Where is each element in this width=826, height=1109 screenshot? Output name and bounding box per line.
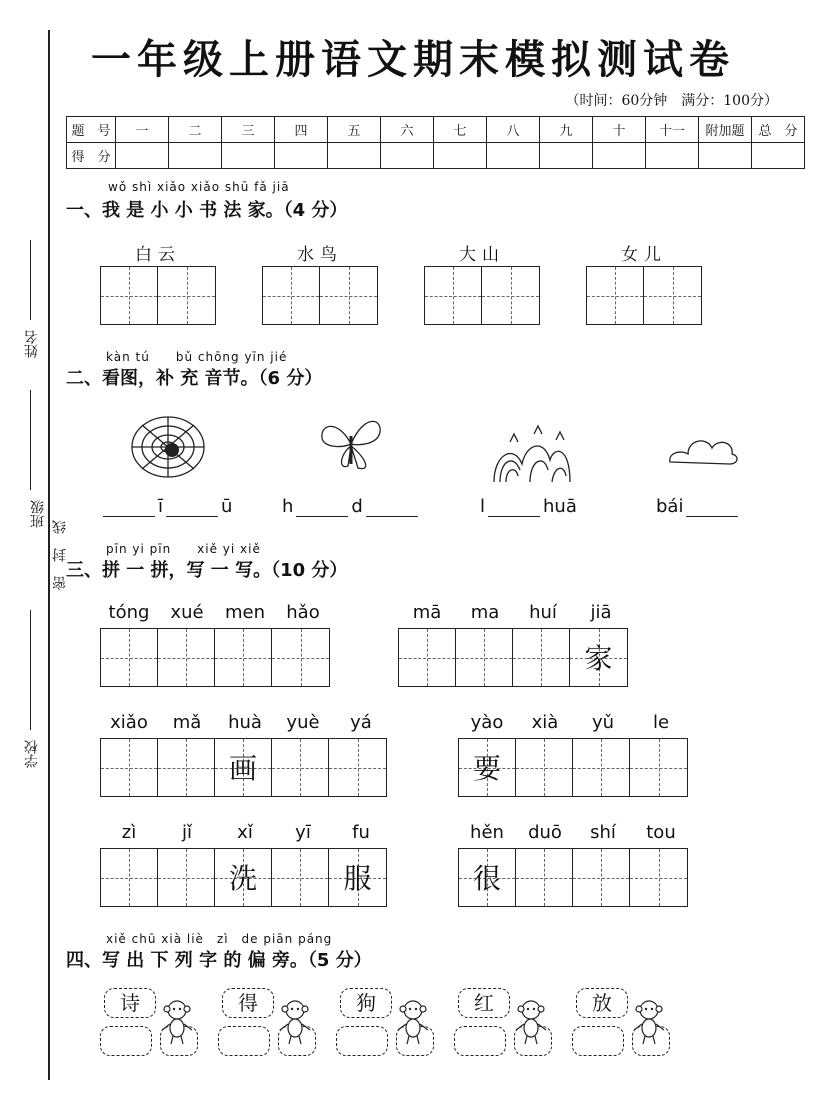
writing-cell[interactable] <box>101 629 158 686</box>
s2-fill-4: bái <box>656 496 741 517</box>
writing-cell[interactable] <box>272 739 329 796</box>
s4-pinyin: xiě chū xià liè zì de piān páng <box>106 932 333 946</box>
writing-cell[interactable] <box>630 849 687 906</box>
blank-input[interactable] <box>166 498 218 517</box>
class-label: 班级 <box>30 500 46 528</box>
monkey-icon <box>160 998 194 1046</box>
score-cell[interactable] <box>699 143 752 169</box>
pinyin-syllable: xué <box>170 602 204 623</box>
score-header-label: 题 号 <box>67 117 116 143</box>
blank-input[interactable] <box>488 498 540 517</box>
score-header-cell: 一 <box>116 117 169 143</box>
pinyin-row <box>458 712 690 733</box>
page-title: 一年级上册语文期末模拟测试卷 <box>91 37 735 83</box>
name-label: 姓名 <box>24 330 40 358</box>
score-header-cell: 附加题 <box>699 117 752 143</box>
writing-cell[interactable] <box>272 629 329 686</box>
score-cell[interactable] <box>540 143 593 169</box>
pinyin-syllable: xǐ <box>237 822 253 843</box>
writing-cell[interactable] <box>513 629 570 686</box>
writing-cell[interactable] <box>570 629 627 686</box>
score-cell[interactable] <box>169 143 222 169</box>
writing-cell[interactable] <box>329 739 386 796</box>
pinyin-syllable: mā <box>412 602 442 623</box>
pinyin-syllable: yá <box>350 712 372 733</box>
pinyin-syllable: jǐ <box>181 822 192 843</box>
score-header-cell: 十 <box>593 117 646 143</box>
writing-cell[interactable] <box>573 849 630 906</box>
pinyin-syllable: yuè <box>286 712 320 733</box>
score-header-cell: 十一 <box>646 117 699 143</box>
writing-grid <box>100 628 330 687</box>
copy-word: 白云 <box>135 245 181 265</box>
radical-character: 红 <box>458 988 510 1018</box>
butterfly-icon <box>318 414 384 474</box>
waves-icon <box>490 424 574 486</box>
writing-cell[interactable] <box>644 267 701 324</box>
pinyin-syllable: tóng <box>108 602 150 623</box>
writing-cell[interactable] <box>459 739 516 796</box>
pinyin-syllable: hǎo <box>286 602 320 623</box>
radical-answer-box[interactable] <box>336 1026 388 1056</box>
writing-cell[interactable] <box>215 629 272 686</box>
radical-answer-box[interactable] <box>218 1026 270 1056</box>
exam-meta: （时间：60分钟 满分：100分） <box>565 93 778 109</box>
monkey-icon <box>396 998 430 1046</box>
pinyin-syllable: yǔ <box>591 712 615 733</box>
pinyin-syllable: fu <box>352 822 370 843</box>
writing-cell[interactable] <box>263 267 320 324</box>
copy-word: 大山 <box>459 245 505 265</box>
copy-word: 女儿 <box>621 245 667 265</box>
pinyin-row <box>100 822 390 843</box>
pinyin-syllable: jiā <box>590 602 612 623</box>
score-cell[interactable] <box>593 143 646 169</box>
score-header-cell: 七 <box>434 117 487 143</box>
score-header-cell: 九 <box>540 117 593 143</box>
score-header-cell: 三 <box>222 117 275 143</box>
score-value-row <box>67 143 805 169</box>
writing-cell[interactable] <box>158 267 215 324</box>
writing-cell[interactable] <box>101 267 158 324</box>
pinyin-syllable: zì <box>121 822 137 843</box>
pinyin-row <box>100 712 390 733</box>
score-header-cell: 四 <box>275 117 328 143</box>
given-character: 要 <box>472 752 501 785</box>
school-blank[interactable] <box>30 610 32 730</box>
score-cell[interactable] <box>222 143 275 169</box>
s2-fill-1: ī ū <box>100 496 232 517</box>
pinyin-syllable: yào <box>470 712 504 733</box>
score-cell[interactable] <box>487 143 540 169</box>
pinyin-syllable: ma <box>470 602 500 623</box>
given-character: 很 <box>472 862 501 895</box>
score-cell[interactable] <box>381 143 434 169</box>
score-cell[interactable] <box>116 143 169 169</box>
writing-grid <box>586 266 702 325</box>
pinyin-syllable: yī <box>295 822 311 843</box>
cloud-icon <box>666 430 740 468</box>
blank-input[interactable] <box>366 498 418 517</box>
writing-grid <box>458 848 688 907</box>
given-character: 服 <box>343 862 372 895</box>
writing-cell[interactable] <box>459 849 516 906</box>
pinyin-syllable: shí <box>590 822 616 843</box>
pinyin-syllable: le <box>652 712 670 733</box>
score-header-cell: 二 <box>169 117 222 143</box>
radical-character: 放 <box>576 988 628 1018</box>
radical-character: 得 <box>222 988 274 1018</box>
writing-grid <box>458 738 688 797</box>
writing-grid <box>100 848 387 907</box>
score-header-row <box>67 117 805 143</box>
writing-cell[interactable] <box>329 849 386 906</box>
pinyin-syllable: huí <box>529 602 557 623</box>
writing-cell[interactable] <box>101 849 158 906</box>
blank-input[interactable] <box>296 498 348 517</box>
writing-cell[interactable] <box>101 739 158 796</box>
s1-pinyin: wǒ shì xiǎo xiǎo shū fǎ jiā <box>108 180 290 194</box>
pinyin-row <box>100 602 332 623</box>
writing-grid <box>398 628 628 687</box>
monkey-icon <box>278 998 312 1046</box>
school-label: 学校 <box>24 740 40 768</box>
name-blank[interactable] <box>30 240 32 320</box>
writing-cell[interactable] <box>630 739 687 796</box>
writing-cell[interactable] <box>215 739 272 796</box>
class-blank[interactable] <box>30 390 32 490</box>
radical-character: 诗 <box>104 988 156 1018</box>
score-header-cell: 八 <box>487 117 540 143</box>
writing-grid <box>100 266 216 325</box>
s4-heading: 四、写 出 下 列 字 的 偏 旁。（5 分） <box>66 950 372 971</box>
blank-input[interactable] <box>686 498 738 517</box>
spider-web-icon <box>128 412 208 482</box>
writing-cell[interactable] <box>456 629 513 686</box>
writing-cell[interactable] <box>573 739 630 796</box>
s2-fill-2: h d <box>282 496 421 517</box>
pinyin-row <box>398 602 630 623</box>
s1-heading: 一、我 是 小 小 书 法 家。（4 分） <box>66 200 348 221</box>
pinyin-syllable: xiǎo <box>110 712 148 733</box>
pinyin-syllable: duō <box>528 822 562 843</box>
writing-cell[interactable] <box>158 629 215 686</box>
given-character: 家 <box>584 642 613 675</box>
score-cell[interactable] <box>434 143 487 169</box>
copy-word: 水鸟 <box>297 245 343 265</box>
score-cell[interactable] <box>646 143 699 169</box>
seal-line-label: 密 封 线 <box>52 520 68 590</box>
writing-cell[interactable] <box>516 739 573 796</box>
pinyin-syllable: tou <box>646 822 676 843</box>
score-header-cell: 五 <box>328 117 381 143</box>
score-header-cell: 总 分 <box>752 117 805 143</box>
radical-answer-box[interactable] <box>572 1026 624 1056</box>
writing-grid <box>424 266 540 325</box>
pinyin-syllable: hěn <box>470 822 504 843</box>
writing-cell[interactable] <box>320 267 377 324</box>
writing-cell[interactable] <box>399 629 456 686</box>
s2-heading: 二、看图，补 充 音节。（6 分） <box>66 368 323 389</box>
radical-answer-box[interactable] <box>454 1026 506 1056</box>
score-cell[interactable] <box>752 143 805 169</box>
writing-cell[interactable] <box>158 739 215 796</box>
pinyin-syllable: mǎ <box>172 712 202 733</box>
writing-cell[interactable] <box>587 267 644 324</box>
radical-character: 狗 <box>340 988 392 1018</box>
s3-pinyin: pīn yi pīn xiě yi xiě <box>106 542 261 556</box>
monkey-icon <box>514 998 548 1046</box>
score-table <box>66 116 805 169</box>
writing-grid <box>100 738 387 797</box>
s3-heading: 三、拼 一 拼，写 一 写。（10 分） <box>66 560 348 581</box>
score-header-cell: 六 <box>381 117 434 143</box>
writing-cell[interactable] <box>516 849 573 906</box>
pinyin-syllable: men <box>224 602 266 623</box>
score-row-label: 得 分 <box>67 143 116 169</box>
radical-answer-box[interactable] <box>100 1026 152 1056</box>
s2-fill-3: l huā <box>480 496 577 517</box>
given-character: 画 <box>228 752 257 785</box>
pinyin-syllable: huà <box>228 712 262 733</box>
score-cell[interactable] <box>328 143 381 169</box>
writing-cell[interactable] <box>425 267 482 324</box>
writing-cell[interactable] <box>215 849 272 906</box>
given-character: 洗 <box>228 862 257 895</box>
pinyin-syllable: xià <box>531 712 559 733</box>
monkey-icon <box>632 998 666 1046</box>
score-cell[interactable] <box>275 143 328 169</box>
writing-cell[interactable] <box>158 849 215 906</box>
pinyin-row <box>458 822 690 843</box>
writing-grid <box>262 266 378 325</box>
writing-cell[interactable] <box>272 849 329 906</box>
s2-pinyin: kàn tú bǔ chōng yīn jié <box>106 350 288 364</box>
blank-input[interactable] <box>103 498 155 517</box>
writing-cell[interactable] <box>482 267 539 324</box>
